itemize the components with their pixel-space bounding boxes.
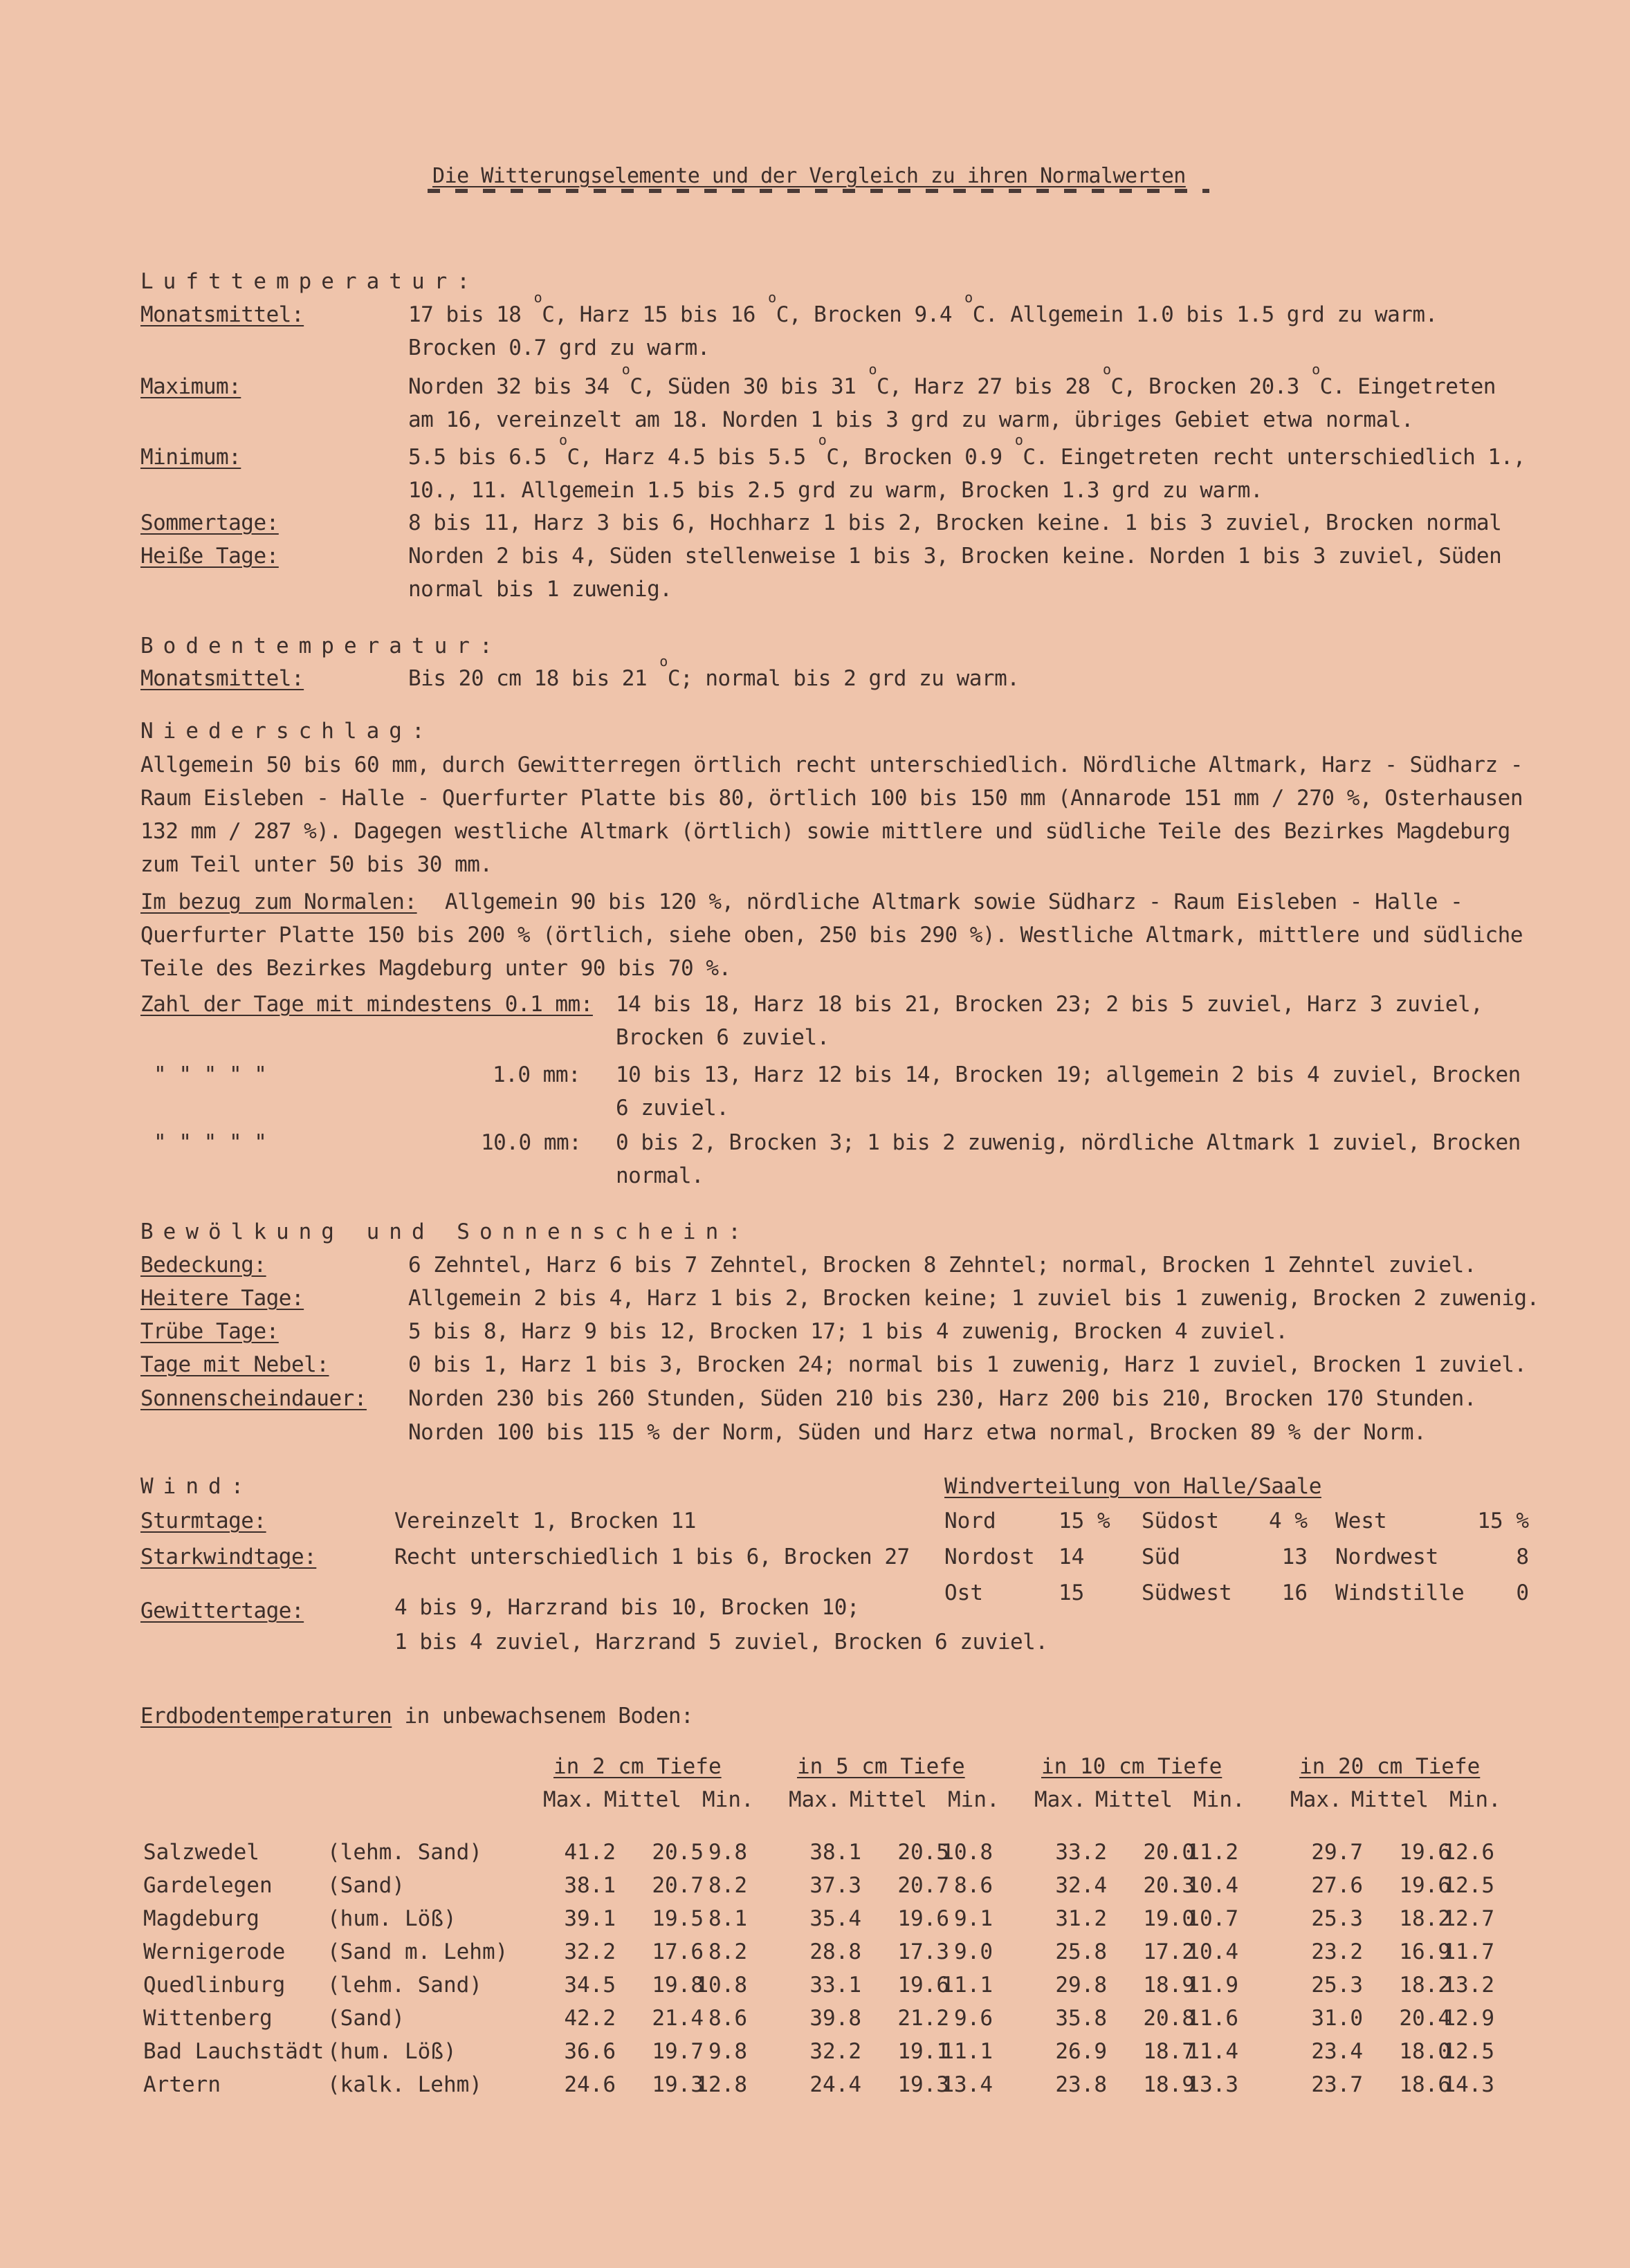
erd-value: 19.1	[897, 2039, 949, 2064]
degree-sign: o	[533, 289, 542, 306]
label-boden-monatsmittel: Monatsmittel:	[140, 666, 304, 691]
erd-value: 14.3	[1443, 2072, 1494, 2097]
erd-value: 10.7	[1187, 1906, 1238, 1931]
degree-sign: o	[818, 432, 827, 448]
erd-value: 10.8	[695, 1973, 747, 1998]
erd-value: 19.3	[897, 2072, 949, 2097]
erd-value: 12.6	[1443, 1840, 1494, 1865]
erd-value: 20.5	[652, 1840, 704, 1865]
wind-stark: Recht unterschiedlich 1 bis 6, Brocken 27	[394, 1545, 910, 1569]
erd-value: 33.2	[1055, 1840, 1107, 1865]
erd-soil-type: (hum. Löß)	[327, 2039, 457, 2064]
erd-sub-header: Mittel	[1351, 1787, 1429, 1812]
nieder-zahl100-1: 0 bis 2, Brocken 3; 1 bis 2 zuwenig, nördliche Altmark 1 zuviel, Brocken	[616, 1130, 1521, 1155]
wind-direction: Windstille	[1335, 1580, 1465, 1605]
label-minimum: Minimum:	[140, 445, 241, 470]
wind-direction: Nord	[944, 1509, 996, 1533]
erd-depth-header: in 20 cm Tiefe	[1299, 1754, 1481, 1779]
luft-maximum-2: am 16, vereinzelt am 18. Norden 1 bis 3 grd zu warm, übriges Gebiet etwa normal.	[408, 407, 1414, 432]
erd-depth-header: in 2 cm Tiefe	[553, 1754, 722, 1779]
label-gewittertage: Gewittertage:	[140, 1598, 304, 1623]
erd-value: 20.7	[897, 1873, 949, 1898]
erd-value: 18.9	[1143, 2072, 1195, 2097]
nieder-zahl01-1: 14 bis 18, Harz 18 bis 21, Brocken 23; 2 bis 5 zuviel, Harz 3 zuviel,	[616, 992, 1483, 1017]
ditto-marks-1: " " " " "	[154, 1062, 267, 1087]
luft-monatsmittel-2: Brocken 0.7 grd zu warm.	[408, 335, 710, 360]
erd-value: 8.6	[954, 1873, 993, 1898]
label-bezug: Im bezug zum Normalen:	[140, 889, 417, 914]
erd-value: 9.8	[708, 2039, 747, 2064]
erd-value: 38.1	[564, 1873, 616, 1898]
wind-sturm: Vereinzelt 1, Brocken 11	[394, 1509, 696, 1533]
erd-value: 13.3	[1187, 2072, 1238, 2097]
erd-value: 9.6	[954, 2006, 993, 2031]
wind-value: 15 %	[1477, 1509, 1529, 1533]
erd-value: 18.2	[1399, 1906, 1451, 1931]
erd-value: 19.7	[652, 2039, 704, 2064]
erd-value: 37.3	[809, 1873, 861, 1898]
bew-sonne-2: Norden 100 bis 115 % der Norm, Süden und Harz etwa normal, Brocken 89 % der Norm.	[408, 1420, 1427, 1445]
erd-value: 17.6	[652, 1939, 704, 1964]
erd-value: 41.2	[564, 1840, 616, 1865]
erd-value: 19.5	[652, 1906, 704, 1931]
erd-value: 34.5	[564, 1973, 616, 1998]
erd-station: Quedlinburg	[143, 1973, 286, 1998]
erd-value: 9.1	[954, 1906, 993, 1931]
erd-value: 33.1	[809, 1973, 861, 1998]
degree-sign: o	[659, 653, 668, 670]
erd-value: 39.1	[564, 1906, 616, 1931]
wind-direction: Süd	[1142, 1545, 1180, 1569]
erd-value: 10.8	[941, 1840, 993, 1865]
wind-direction: Nordost	[944, 1545, 1035, 1569]
erd-value: 23.8	[1055, 2072, 1107, 2097]
erd-value: 17.2	[1143, 1939, 1195, 1964]
luft-monatsmittel-1: 17 bis 18 $^o$C, Harz 15 bis 16 $^o$C, Brocken 9.4 $^o$C. Allgemein 1.0 bis 1.5 grd zu warm.	[408, 289, 1438, 327]
ditto-marks-2: " " " " "	[154, 1130, 267, 1155]
erd-depth-header: in 5 cm Tiefe	[797, 1754, 965, 1779]
erd-sub-header: Min.	[1449, 1787, 1501, 1812]
erd-value: 26.9	[1055, 2039, 1107, 2064]
erd-value: 19.0	[1143, 1906, 1195, 1931]
title-dash-underline	[428, 189, 1209, 193]
windverteilung-title: Windverteilung von Halle/Saale	[944, 1474, 1321, 1499]
erd-value: 18.9	[1143, 1973, 1195, 1998]
erd-value: 32.2	[564, 1939, 616, 1964]
erd-value: 25.8	[1055, 1939, 1107, 1964]
degree-sign: o	[868, 361, 877, 378]
erd-value: 35.4	[809, 1906, 861, 1931]
erd-value: 39.8	[809, 2006, 861, 2031]
erd-sub-header: Min.	[948, 1787, 1000, 1812]
erd-soil-type: (lehm. Sand)	[327, 1973, 482, 1998]
erd-value: 13.4	[941, 2072, 993, 2097]
nieder-line-3: 132 mm / 287 %). Dagegen westliche Altmark (örtlich) sowie mittlere und südliche Teile des Bezirkes Magdeburg	[140, 819, 1510, 844]
erd-value: 16.9	[1399, 1939, 1451, 1964]
section-heading-bewoelkung: Bewölkung und Sonnenschein:	[140, 1219, 751, 1244]
erd-value: 29.7	[1311, 1840, 1363, 1865]
erd-station: Gardelegen	[143, 1873, 273, 1898]
erd-value: 35.8	[1055, 2006, 1107, 2031]
erd-value: 21.2	[897, 2006, 949, 2031]
erd-station: Wernigerode	[143, 1939, 286, 1964]
erd-value: 27.6	[1311, 1873, 1363, 1898]
erd-value: 12.5	[1443, 2039, 1494, 2064]
label-zahl-tage: Zahl der Tage mit mindestens 0.1 mm:	[140, 992, 593, 1017]
degree-sign: o	[621, 361, 630, 378]
page-title: Die Witterungselemente und der Vergleich zu ihren Normalwerten	[432, 164, 1186, 188]
wind-value: 16	[1281, 1580, 1308, 1605]
erd-sub-header: Max.	[543, 1787, 595, 1812]
erd-value: 42.2	[564, 2006, 616, 2031]
erd-value: 19.6	[1399, 1873, 1451, 1898]
erd-value: 9.0	[954, 1939, 993, 1964]
erd-sub-header: Mittel	[1095, 1787, 1173, 1812]
erd-value: 20.7	[652, 1873, 704, 1898]
wind-direction: Ost	[944, 1580, 983, 1605]
erd-value: 9.8	[708, 1840, 747, 1865]
label-tage-nebel: Tage mit Nebel:	[140, 1352, 329, 1377]
wind-direction: Nordwest	[1335, 1545, 1439, 1569]
label-sturmtage: Sturmtage:	[140, 1509, 266, 1533]
erd-value: 20.5	[897, 1840, 949, 1865]
label-mm-100: 10.0 mm:	[481, 1130, 582, 1155]
erd-value: 36.6	[564, 2039, 616, 2064]
erd-value: 10.4	[1187, 1873, 1238, 1898]
nieder-line-2: Raum Eisleben - Halle - Querfurter Platte bis 80, örtlich 100 bis 150 mm (Annarode 151 mm / 270 %, Osterhausen	[140, 786, 1523, 811]
erd-value: 23.2	[1311, 1939, 1363, 1964]
erd-value: 29.8	[1055, 1973, 1107, 1998]
erd-value: 19.8	[652, 1973, 704, 1998]
label-truebe-tage: Trübe Tage:	[140, 1319, 279, 1344]
erd-value: 18.0	[1399, 2039, 1451, 2064]
erd-value: 25.3	[1311, 1906, 1363, 1931]
erd-value: 20.4	[1399, 2006, 1451, 2031]
erd-value: 8.6	[708, 2006, 747, 2031]
wind-direction: West	[1335, 1509, 1387, 1533]
erd-value: 24.4	[809, 2072, 861, 2097]
degree-sign: o	[1312, 361, 1320, 378]
erd-value: 11.7	[1443, 1939, 1494, 1964]
nieder-zahl10-2: 6 zuviel.	[616, 1096, 729, 1121]
wind-gewitter-2: 1 bis 4 zuviel, Harzrand 5 zuviel, Brocken 6 zuviel.	[394, 1630, 1048, 1654]
erd-value: 10.4	[1187, 1939, 1238, 1964]
erd-title-rest: in unbewachsenem Boden:	[404, 1704, 694, 1728]
erd-value: 18.6	[1399, 2072, 1451, 2097]
erd-station: Salzwedel	[143, 1840, 259, 1865]
erd-station: Artern	[143, 2072, 221, 2097]
erd-sub-header: Max.	[1034, 1787, 1086, 1812]
wind-gewitter-1: 4 bis 9, Harzrand bis 10, Brocken 10;	[394, 1595, 860, 1620]
erd-depth-header: in 10 cm Tiefe	[1041, 1754, 1222, 1779]
erd-value: 32.2	[809, 2039, 861, 2064]
erd-value: 25.3	[1311, 1973, 1363, 1998]
erd-value: 12.9	[1443, 2006, 1494, 2031]
erd-sub-header: Mittel	[850, 1787, 927, 1812]
erd-value: 19.6	[1399, 1840, 1451, 1865]
bew-truebe: 5 bis 8, Harz 9 bis 12, Brocken 17; 1 bis 4 zuwenig, Brocken 4 zuviel.	[408, 1319, 1288, 1344]
erd-station: Bad Lauchstädt	[143, 2039, 324, 2064]
bew-bedeckung: 6 Zehntel, Harz 6 bis 7 Zehntel, Brocken 8 Zehntel; normal, Brocken 1 Zehntel zuviel.	[408, 1253, 1476, 1278]
wind-value: 14	[1059, 1545, 1085, 1569]
wind-direction: Südost	[1142, 1509, 1219, 1533]
degree-sign: o	[964, 289, 973, 306]
erd-value: 11.9	[1187, 1973, 1238, 1998]
section-heading-boden: Bodentemperatur:	[140, 634, 502, 658]
erd-value: 31.2	[1055, 1906, 1107, 1931]
erd-title-underlined: Erdbodentemperaturen	[140, 1704, 392, 1728]
luft-minimum-2: 10., 11. Allgemein 1.5 bis 2.5 grd zu warm, Brocken 1.3 grd zu warm.	[408, 478, 1263, 503]
wind-value: 4 %	[1269, 1509, 1308, 1533]
erd-value: 23.4	[1311, 2039, 1363, 2064]
erd-value: 31.0	[1311, 2006, 1363, 2031]
label-bedeckung: Bedeckung:	[140, 1253, 266, 1278]
degree-sign: o	[1102, 361, 1111, 378]
erd-value: 21.4	[652, 2006, 704, 2031]
section-heading-luft: Lufttemperatur:	[140, 269, 479, 294]
erd-value: 20.0	[1143, 1840, 1195, 1865]
erd-sub-header: Min.	[702, 1787, 754, 1812]
wind-value: 15	[1059, 1580, 1085, 1605]
erd-value: 24.6	[564, 2072, 616, 2097]
nieder-zahl10-1: 10 bis 13, Harz 12 bis 14, Brocken 19; allgemein 2 bis 4 zuviel, Brocken	[616, 1062, 1521, 1087]
erd-value: 17.3	[897, 1939, 949, 1964]
erd-station: Wittenberg	[143, 2006, 273, 2031]
erd-soil-type: (hum. Löß)	[327, 1906, 457, 1931]
nieder-zahl100-2: normal.	[616, 1163, 704, 1188]
erd-value: 28.8	[809, 1939, 861, 1964]
wind-value: 0	[1516, 1580, 1529, 1605]
label-sommertage: Sommertage:	[140, 510, 279, 535]
label-monatsmittel: Monatsmittel:	[140, 302, 304, 327]
luft-heisse-1: Norden 2 bis 4, Süden stellenweise 1 bis 3, Brocken keine. Norden 1 bis 3 zuviel, Süden	[408, 544, 1502, 569]
wind-direction: Südwest	[1142, 1580, 1232, 1605]
nieder-zahl01-2: Brocken 6 zuviel.	[616, 1025, 830, 1050]
label-starkwindtage: Starkwindtage:	[140, 1545, 317, 1569]
erd-value: 19.6	[897, 1906, 949, 1931]
wind-value: 8	[1516, 1545, 1529, 1569]
erd-value: 18.7	[1143, 2039, 1195, 2064]
erd-value: 13.2	[1443, 1973, 1494, 1998]
erd-value: 12.7	[1443, 1906, 1494, 1931]
erd-value: 12.8	[695, 2072, 747, 2097]
nieder-line-4: zum Teil unter 50 bis 30 mm.	[140, 852, 493, 877]
luft-heisse-2: normal bis 1 zuwenig.	[408, 577, 672, 602]
erd-station: Magdeburg	[143, 1906, 259, 1931]
erd-sub-header: Max.	[1290, 1787, 1342, 1812]
bew-nebel: 0 bis 1, Harz 1 bis 3, Brocken 24; normal bis 1 zuwenig, Harz 1 zuviel, Brocken 1 zuviel.	[408, 1352, 1527, 1377]
luft-maximum-1: Norden 32 bis 34 $^o$C, Süden 30 bis 31 $^o$C, Harz 27 bis 28 $^o$C, Brocken 20.3 $^o$C. Eingetreten	[408, 361, 1496, 399]
erd-soil-type: (lehm. Sand)	[327, 1840, 482, 1865]
label-sonnenscheindauer: Sonnenscheindauer:	[140, 1386, 367, 1411]
nieder-bezug-2: Querfurter Platte 150 bis 200 % (örtlich, siehe oben, 250 bis 290 %). Westliche Altmark, mittlere und südliche	[140, 923, 1523, 948]
section-heading-niederschlag: Niederschlag:	[140, 719, 434, 744]
bew-heitere: Allgemein 2 bis 4, Harz 1 bis 2, Brocken keine; 1 zuviel bis 1 zuwenig, Brocken 2 zuwenig.	[408, 1286, 1539, 1311]
erd-soil-type: (Sand)	[327, 2006, 405, 2031]
boden-monatsmittel: Bis 20 cm 18 bis 21 $^o$C; normal bis 2 grd zu warm.	[408, 653, 1020, 691]
erd-value: 38.1	[809, 1840, 861, 1865]
erd-sub-header: Mittel	[604, 1787, 681, 1812]
erd-value: 19.6	[897, 1973, 949, 1998]
erd-value: 11.2	[1187, 1840, 1238, 1865]
erd-value: 20.3	[1143, 1873, 1195, 1898]
erd-value: 12.5	[1443, 1873, 1494, 1898]
degree-sign: o	[558, 432, 567, 448]
label-heisse-tage: Heiße Tage:	[140, 544, 279, 569]
erd-soil-type: (Sand)	[327, 1873, 405, 1898]
erd-value: 8.2	[708, 1939, 747, 1964]
label-heitere-tage: Heitere Tage:	[140, 1286, 304, 1311]
erd-value: 11.1	[941, 1973, 993, 1998]
erd-sub-header: Min.	[1193, 1787, 1245, 1812]
nieder-bezug-3: Teile des Bezirkes Magdeburg unter 90 bis 70 %.	[140, 956, 731, 981]
erd-soil-type: (Sand m. Lehm)	[327, 1939, 509, 1964]
erd-value: 19.3	[652, 2072, 704, 2097]
erd-value: 11.1	[941, 2039, 993, 2064]
bew-sonne-1: Norden 230 bis 260 Stunden, Süden 210 bis 230, Harz 200 bis 210, Brocken 170 Stunden.	[408, 1386, 1476, 1411]
erd-value: 18.2	[1399, 1973, 1451, 1998]
wind-value: 15 %	[1059, 1509, 1110, 1533]
erd-value: 11.4	[1187, 2039, 1238, 2064]
label-maximum: Maximum:	[140, 374, 241, 399]
nieder-line-1: Allgemein 50 bis 60 mm, durch Gewitterregen örtlich recht unterschiedlich. Nördliche Altmark, Harz - Südharz -	[140, 753, 1523, 777]
wind-value: 13	[1281, 1545, 1308, 1569]
degree-sign: o	[1014, 432, 1023, 448]
erd-value: 8.2	[708, 1873, 747, 1898]
erd-value: 23.7	[1311, 2072, 1363, 2097]
erd-soil-type: (kalk. Lehm)	[327, 2072, 482, 2097]
erd-value: 32.4	[1055, 1873, 1107, 1898]
erd-value: 11.6	[1187, 2006, 1238, 2031]
nieder-bezug-1: Allgemein 90 bis 120 %, nördliche Altmark sowie Südharz - Raum Eisleben - Halle -	[445, 889, 1463, 914]
luft-sommertage: 8 bis 11, Harz 3 bis 6, Hochharz 1 bis 2, Brocken keine. 1 bis 3 zuviel, Brocken normal	[408, 510, 1502, 535]
erd-sub-header: Max.	[789, 1787, 841, 1812]
erd-value: 20.8	[1143, 2006, 1195, 2031]
luft-minimum-1: 5.5 bis 6.5 $^o$C, Harz 4.5 bis 5.5 $^o$C, Brocken 0.9 $^o$C. Eingetreten recht unterschiedlich 1.,	[408, 432, 1526, 470]
erd-title	[140, 1703, 693, 1729]
degree-sign: o	[768, 289, 776, 306]
section-heading-wind: Wind:	[140, 1474, 254, 1499]
label-mm-10: 1.0 mm:	[493, 1062, 581, 1087]
erd-value: 8.1	[708, 1906, 747, 1931]
